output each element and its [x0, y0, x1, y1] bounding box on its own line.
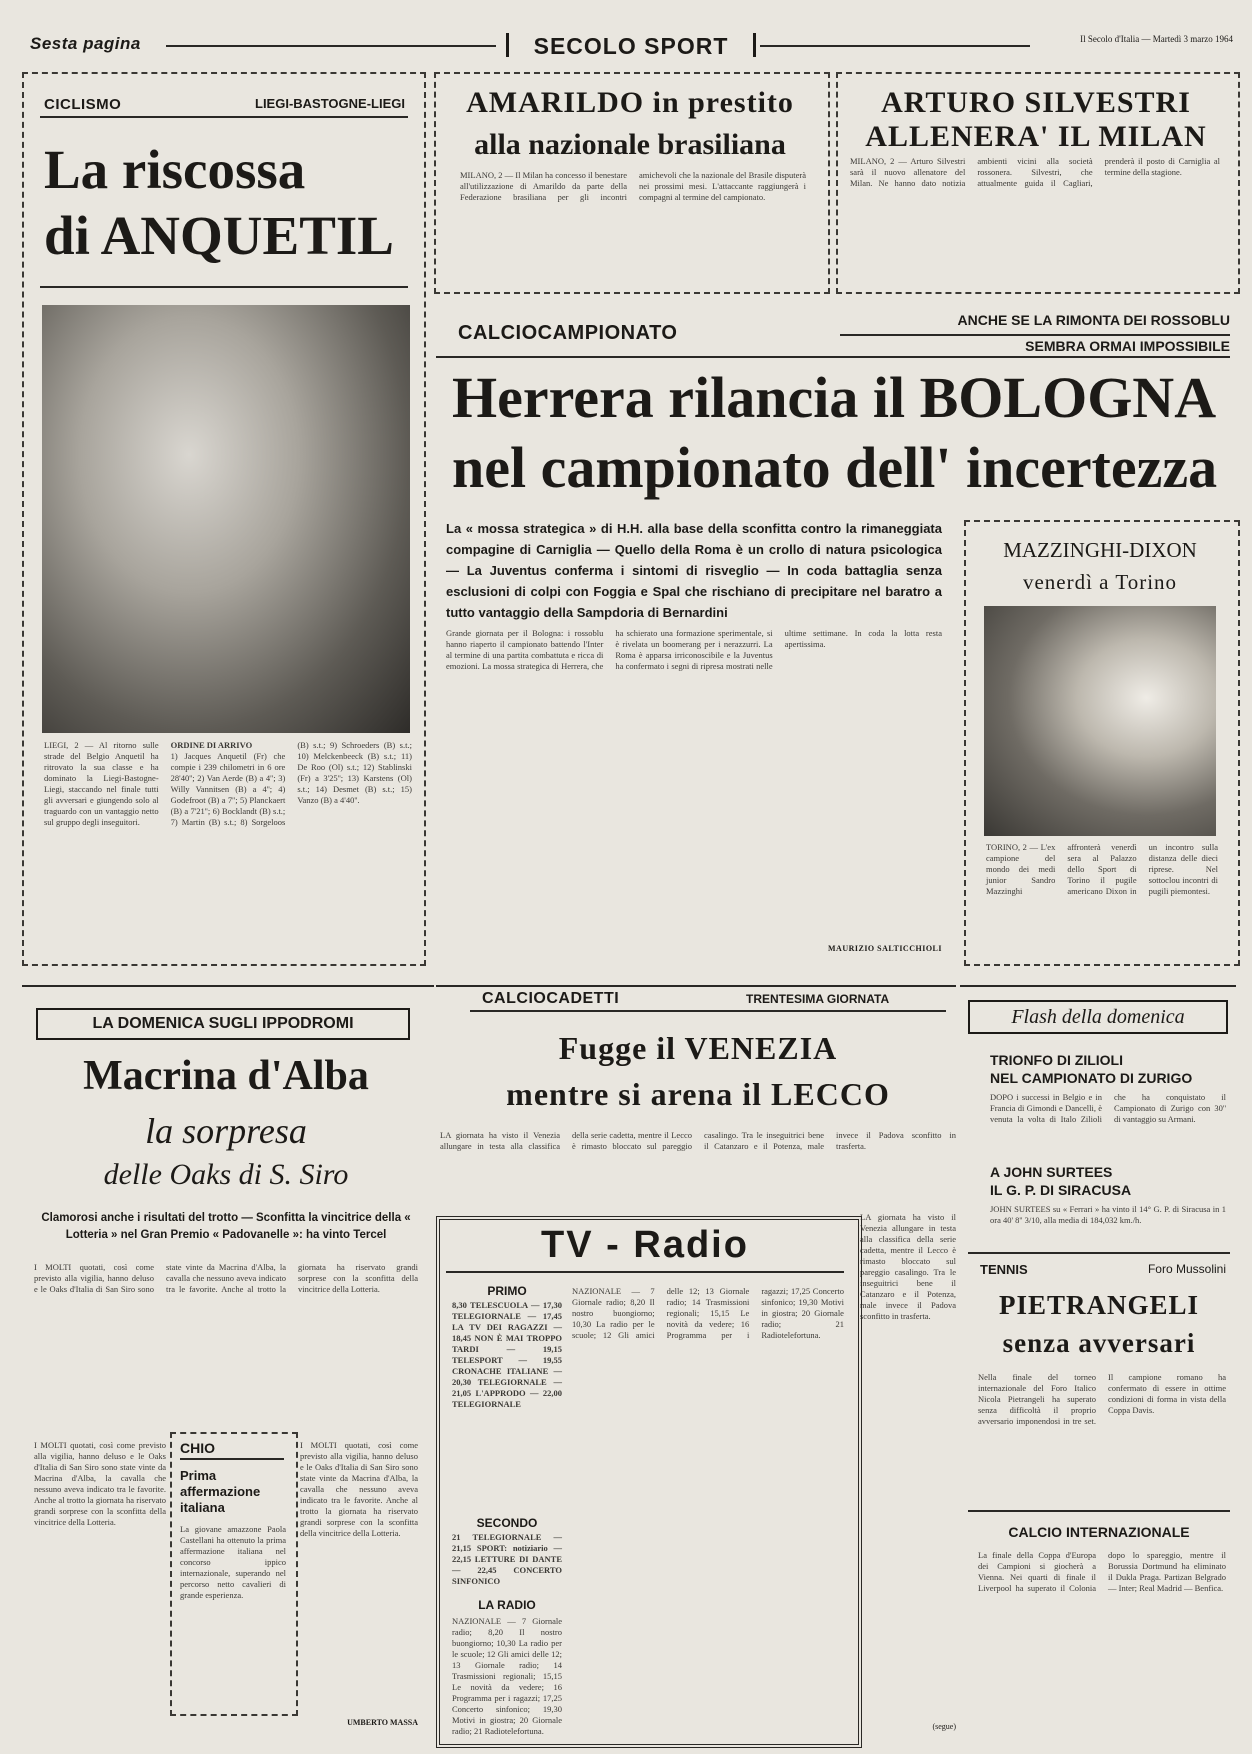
ippodromi-body-cont2: I MOLTI quotati, così come previsto alla vigilia, hanno deluso e le Oaks d'Italia di San Siro sono state vinte da Macrina d'Alba, la cavalla che nessuno aveva indicato tra le favorite. Anche al trotto la giornata ha riservato grandi sorprese con la sconfitta della vincitrice della Lotteria.: [300, 1440, 418, 1538]
tv-primo: PRIMO: [487, 1284, 527, 1298]
tv-title: TV - Radio: [446, 1224, 844, 1273]
calcio-int-title: CALCIO INTERNAZIONALE: [1008, 1524, 1190, 1540]
bologna-headline-2: nel campionato dell' incertezza: [452, 435, 1218, 500]
ciclismo-order-list: 1) Jacques Anquetil (Fr) che compie i 239 chilometri in 6 ore 28'40''; 2) Van Aerde (B) a 4''; 3) Willy Vannitsen (B) a 4''; 4) Godefroot (B) a 7''; 5) Planckaert (B) a 7'21''; 6) Bocklandt (B) s.t.; 7) Martin (B) s.t.; 8) Sorgeloos (B) s.t.; 9) Schroeders (B) s.t.; 10) Melckenbeeck (B) s.t.; 11) De Roo (Ol) s.t.; 12) Stablinski (Fr) a 3'25''; 13) Karstens (Ol) s.t.; 14) Desmet (B) s.t.; 15) Vanzo (B) a 4'40''.: [170, 740, 412, 827]
ciclismo-body-text: LIEGI, 2 — Al ritorno sulle strade del Belgio Anquetil ha ritrovato la sua classe e ha dominato la Liegi-Bastogne-Liegi, staccando nel finale tutti gli avversari e giungendo solo al traguardo con un vantaggio netto sul gruppo degli inseguitori.: [44, 740, 159, 827]
mazzinghi-body: TORINO, 2 — L'ex campione del mondo dei medi junior Sandro Mazzinghi affronterà venerdì sera al Palazzo dello Sport di Torino il pugile americano Dixon in un incontro sulla distanza delle dieci riprese. Nel sottoclou incontri di pugili piemontesi.: [986, 842, 1218, 896]
bologna-deck: La « mossa strategica » di H.H. alla base della sconfitta contro la rimaneggiata compagine di Carniglia — Quello della Roma è un crollo di natura psicologica — La Juventus conferma i sintomi di risveglio — In coda battaglia senza esclusioni di colpi con Foggia e Spal che rischiano di precipitare nel baratro a tutto vantaggio della Sampdoria di Bernardini: [446, 521, 942, 620]
masthead-rule-left: [166, 45, 496, 47]
silvestri-headline-2: ALLENERA' IL MILAN: [865, 120, 1207, 153]
ippodromi-headline-3: delle Oaks di S. Siro: [103, 1158, 349, 1191]
calcio-int-body: La finale della Coppa d'Europa dei Campioni si giocherà a Vienna. Nei quarti di finale il Liverpool ha superato il Colonia dopo lo spareggio, mentre il Borussia Dortmund ha eliminato il Dukla Praga. Partizan Belgrado — Inter; Real Madrid — Benfica.: [978, 1550, 1226, 1593]
ciclismo-rule: [40, 116, 408, 118]
ippodromi-headline-1: Macrina d'Alba: [83, 1053, 369, 1099]
tennis-kicker: TENNIS: [980, 1262, 1028, 1277]
tv-radio: LA RADIO: [478, 1598, 536, 1612]
ippodromi-deck: Clamorosi anche i risultati del trotto — Sconfitta la vincitrice della « Lotteria » nel Gran Premio « Padovanelle »: ha vinto Tercel: [41, 1212, 411, 1241]
flash-item2-title-2: IL G. P. DI SIRACUSA: [990, 1182, 1132, 1198]
cadetti-headline-1: Fugge il VENEZIA: [558, 1030, 838, 1066]
tennis-headline-2: senza avversari: [1002, 1328, 1196, 1358]
chio-body: La giovane amazzone Paola Castellani ha ottenuto la prima affermazione italiana nel concorso ippico internazionale, superando nel percorso netto cavalieri di grande esperienza.: [180, 1524, 286, 1600]
tv-secondo: SECONDO: [476, 1516, 538, 1530]
bologna-headline-1: Herrera rilancia il BOLOGNA: [452, 365, 1217, 430]
ippodromi-body-col2: [34, 1440, 166, 1728]
amarildo-headline-1: AMARILDO in prestito: [466, 86, 794, 119]
flash-item1-title-1: TRIONFO DI ZILIOLI: [990, 1052, 1123, 1068]
ciclismo-rule-2: [40, 286, 408, 288]
tennis-headline-1: PIETRANGELI: [998, 1290, 1200, 1320]
tennis-rule: [968, 1252, 1230, 1254]
silvestri-headline-1: ARTURO SILVESTRI: [881, 86, 1191, 119]
cadetti-body-right: LA giornata ha visto il Venezia allungare in testa alla classifica della serie cadetta, mentre il Lecco è rimasto bloccato sul pareggio casalingo. Tra le inseguitrici bene il Catanzaro e il Potenza, male invece il Padova sconfitto in trasferta.: [860, 1212, 956, 1321]
cadetti-footnote: (segue): [932, 1722, 956, 1731]
ciclismo-race: LIEGI-BASTOGNE-LIEGI: [255, 96, 405, 111]
ippodromi-body: I MOLTI quotati, così come previsto alla vigilia, hanno deluso e le Oaks d'Italia di San Siro sono state vinte da Macrina d'Alba, la cavalla che nessuno aveva indicato tra le favorite. Anche al trotto la giornata ha riservato grandi sorprese con la sconfitta della vincitrice della Lotteria.: [34, 1262, 418, 1294]
ippodromi-body-col3: [300, 1440, 418, 1710]
ciclismo-kicker: CICLISMO: [44, 96, 122, 113]
flash-item1-body: DOPO i successi in Belgio e in Francia di Gimondi e Dancelli, è venuta la volta di Italo Zilioli che ha conquistato il Campionato di Zurigo con 30'' di vantaggio su Armani.: [990, 1092, 1226, 1124]
amarildo-headline-2: alla nazionale brasiliana: [474, 128, 786, 161]
ippodromi-top-rule: [22, 985, 434, 987]
flash-item2-body: JOHN SURTEES su « Ferrari » ha vinto il 14° G. P. di Siracusa in 1 ora 40' 8'' 3/10, alla media di 184,032 km./h.: [990, 1204, 1226, 1225]
tv-secondo-list: 21 TELEGIORNALE — 21,15 SPORT: notiziario — 22,15 LETTURE DI DANTE — 22,45 CONCERTO SINFONICO: [452, 1532, 562, 1586]
bologna-rule: [436, 356, 1230, 358]
flash-item2-title-1: A JOHN SURTEES: [990, 1164, 1113, 1180]
anquetil-photo: [42, 305, 410, 733]
cadetti-body-top: LA giornata ha visto il Venezia allungare in testa alla classifica della serie cadetta, mentre il Lecco è rimasto bloccato sul pareggio casalingo. Tra le inseguitrici bene il Catanzaro e il Potenza, male invece il Padova sconfitto in trasferta.: [440, 1130, 956, 1151]
paper-date: Il Secolo d'Italia — Martedì 3 marzo 1964: [1080, 34, 1233, 44]
ciclismo-order-title: ORDINE DI ARRIVO: [170, 740, 253, 750]
chio-headline-2: affermazione: [180, 1484, 261, 1499]
flash-top-rule: [960, 985, 1236, 987]
ciclismo-headline-1: La riscossa: [44, 139, 306, 200]
mazzinghi-photo: [984, 606, 1216, 836]
chio-headline-1: Prima: [180, 1468, 217, 1483]
mazzinghi-headline-1: MAZZINGHI-DIXON: [1003, 538, 1197, 562]
bologna-byline: MAURIZIO SALTICCHIOLI: [827, 944, 942, 953]
tv-radio-nazionale: NAZIONALE — 7 Giornale radio; 8,20 Il nostro buongiorno; 10,30 La radio per le scuole; 12 Gli amici delle 12; 13 Giornale radio; 14 Trasmissioni regionali; 15,15 Le novità da vedere; 16 Programma per i ragazzi; 17,25 Concerto sinfonico; 19,30 Motivi in giostra; 20 Giornale radio; 21 Radiotelefortuna.: [452, 1616, 562, 1736]
tennis-venue: Foro Mussolini: [1147, 1262, 1226, 1276]
cadetti-rule: [470, 1010, 946, 1012]
mazzinghi-headline-2: venerdì a Torino: [1022, 570, 1178, 594]
calcio-int-rule: [968, 1510, 1230, 1512]
tv-primo-list: 8,30 TELESCUOLA — 17,30 TELEGIORNALE — 17,45 LA TV DEI RAGAZZI — 18,45 NON È MAI TROPPO TARDI — 19,15 TELESPORT — 19,55 CRONACHE ITALIANE — 20,30 TELEGIORNALE — 21,05 L'APPRODO — 22,00 TELEGIORNALE: [452, 1300, 562, 1409]
amarildo-body: MILANO, 2 — Il Milan ha concesso il benestare all'utilizzazione di Amarildo da parte della Federazione brasiliana per gli incontri amichevoli che la nazionale del Brasile disputerà nei prossimi mesi. L'attaccante raggiungerà i compagni al termine del campionato.: [460, 170, 806, 202]
ciclismo-headline-2: di ANQUETIL: [44, 205, 394, 266]
bologna-eyebrow-1: ANCHE SE LA RIMONTA DEI ROSSOBLU: [957, 312, 1230, 328]
masthead-rule-right: [760, 45, 1030, 47]
flash-title: Flash della domenica: [968, 1000, 1228, 1034]
bologna-kicker: CALCIOCAMPIONATO: [458, 322, 678, 344]
bologna-eyebrow-2: SEMBRA ORMAI IMPOSSIBILE: [840, 334, 1230, 354]
ippodromi-headline-2: la sorpresa: [145, 1111, 307, 1151]
cadetti-kicker: CALCIOCADETTI: [482, 990, 620, 1007]
cadetti-top-rule: [436, 985, 956, 987]
chio-kicker: CHIO: [180, 1440, 284, 1460]
bologna-body: Grande giornata per il Bologna: i rossoblu hanno riaperto il campionato battendo l'Inter al termine di una partita combattuta e ricca di emozioni. La mossa strategica di Herrera, che ha schierato una formazione sperimentale, si è rivelata un boomerang per i nerazzurri. La Roma è apparsa irriconoscibile e la Juventus ha confermato i segni di ripresa mostrati nelle ultime settimane. In coda la lotta resta apertissima.: [446, 628, 942, 671]
ciclismo-body: [44, 740, 412, 950]
tv-radio-list: NAZIONALE — 7 Giornale radio; 8,20 Il nostro buongiorno; 10,30 La radio per le scuole; 12 Gli amici delle 12; 13 Giornale radio; 14 Trasmissioni regionali; 15,15 Le novità da vedere; 16 Programma per i ragazzi; 17,25 Concerto sinfonico; 19,30 Motivi in giostra; 20 Giornale radio; 21 Radiotelefortuna.: [572, 1286, 844, 1340]
ippodromi-banner: LA DOMENICA SUGLI IPPODROMI: [36, 1008, 410, 1040]
page-label: Sesta pagina: [30, 34, 141, 53]
tennis-body: Nella finale del torneo internazionale del Foro Italico Nicola Pietrangeli ha superato senza difficoltà il proprio avversario imponendosi in tre set. Il campione romano ha confermato di essere in ottime condizioni di forma in vista della Coppa Davis.: [978, 1372, 1226, 1426]
cadetti-headline-2: mentre si arena il LECCO: [506, 1076, 890, 1112]
flash-item1-title-2: NEL CAMPIONATO DI ZURIGO: [990, 1070, 1193, 1086]
silvestri-body: MILANO, 2 — Arturo Silvestri sarà il nuovo allenatore del Milan. Ne hanno dato notizia ambienti vicini alla società rossonera. Silvestri, che attualmente guida il Cagliari, prenderà il posto di Carniglia al termine della stagione.: [850, 156, 1220, 188]
chio-headline-3: italiana: [180, 1500, 225, 1515]
cadetti-round: TRENTESIMA GIORNATA: [746, 992, 890, 1006]
ippodromi-body-cont: I MOLTI quotati, così come previsto alla vigilia, hanno deluso e le Oaks d'Italia di San Siro sono state vinte da Macrina d'Alba, la cavalla che nessuno aveva indicato tra le favorite. Anche al trotto la giornata ha riservato grandi sorprese con la sconfitta della vincitrice della Lotteria.: [34, 1440, 166, 1527]
section-title: SECOLO SPORT: [506, 33, 756, 57]
ippodromi-byline: UMBERTO MASSA: [347, 1718, 418, 1727]
